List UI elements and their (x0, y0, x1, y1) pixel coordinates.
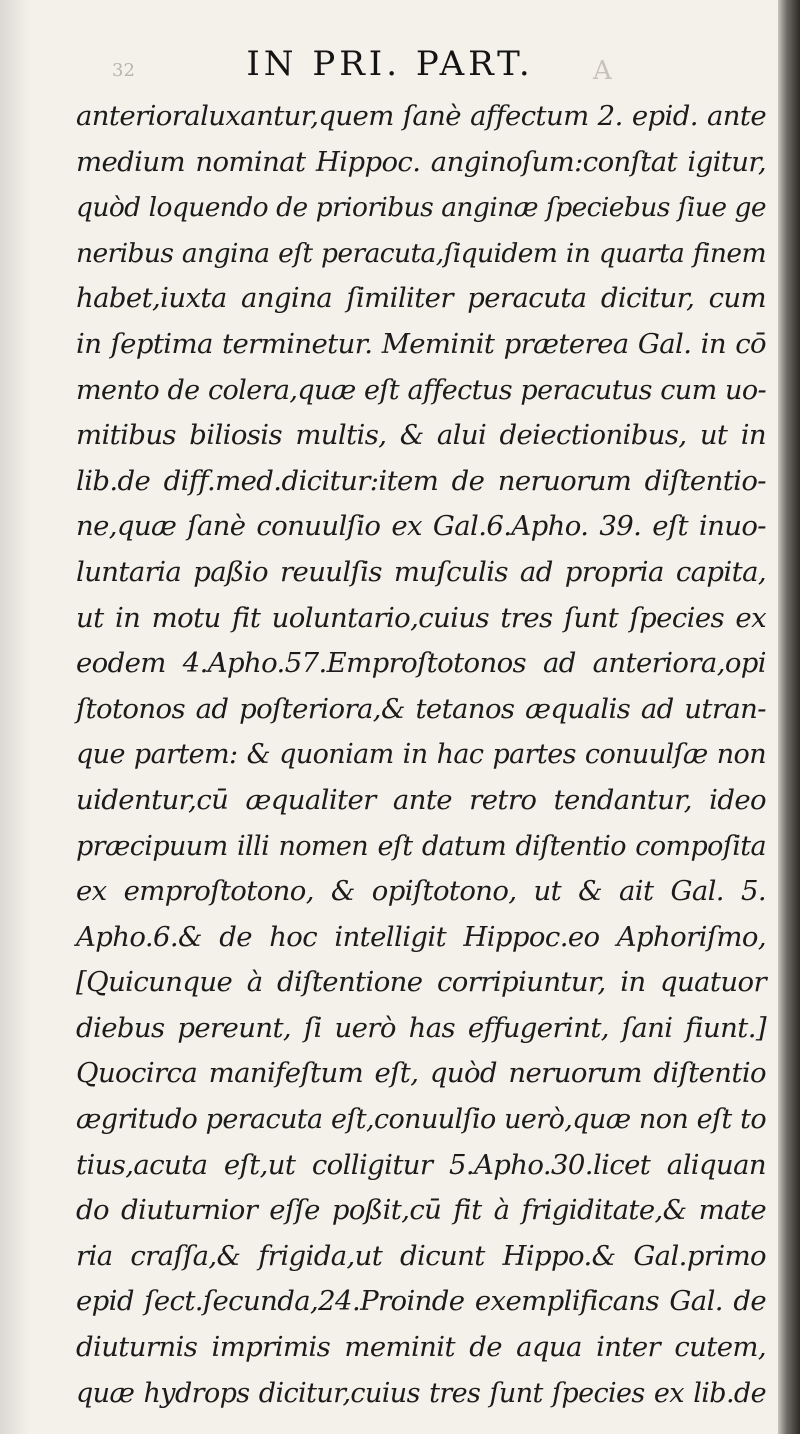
text-line: Apho.6.& de hoc intelligit Hippoc.eo Aphoriſmo, (76, 920, 766, 953)
text-line: epid ſect.ſecunda,24.Proinde exemplificans Gal. de (76, 1285, 766, 1318)
text-line: eodem 4.Apho.57.Emproſtotonos ad anteriora,opi (76, 647, 766, 680)
text-line: mitibus biliosis multis, & alui deiectionibus, ut in (76, 419, 766, 452)
text-line: lib.de diff.med.dicitur:item de neruorum diſtentio- (76, 464, 766, 497)
text-line: quæ hydrops dicitur,cuius tres ſunt ſpecies ex lib.de (76, 1377, 766, 1409)
text-line: præcipuum illi nomen eſt datum diſtentio compoſita (76, 830, 766, 862)
text-line: ægritudo peracuta eſt,conuulſio uerò,quæ non eſt to (76, 1104, 766, 1136)
text-line: diebus pereunt, ſi uerò has effugerint, ſani fiunt.] (76, 1011, 766, 1044)
text-line: que partem: & quoniam in hac partes conuulſæ non (76, 739, 766, 771)
text-line: [Quicunque à diſtentione corripiuntur, in quatuor (76, 966, 766, 999)
text-line: habet,iuxta angina ſimiliter peracuta dicitur, cum (76, 282, 766, 315)
text-line: uidentur,cū æqualiter ante retro tendantur, ideo (76, 783, 766, 816)
running-header: IN PRI. PART. (246, 44, 534, 84)
text-line: ut in motu fit uoluntario,cuius tres ſunt ſpecies ex (76, 601, 766, 634)
text-line: ne,quæ ſanè conuulſio ex Gal.6.Apho. 39. eſt inuo- (76, 510, 766, 543)
text-line: do diuturnior eſſe poßit,cū fit à frigiditate,& mate (76, 1194, 766, 1227)
text-line: mento de colera,quæ eſt affectus peracutus cum uo- (76, 374, 766, 406)
text-line: ex emproſtotono, & opiſtotono, ut & ait Gal. 5. (76, 875, 766, 908)
text-line: ſtotonos ad poſteriora,& tetanos æqualis ad utran- (76, 692, 766, 725)
text-line: quòd loquendo de prioribus anginæ ſpeciebus ſiue ge (76, 192, 766, 224)
body-text (76, 94, 766, 1416)
text-line: in ſeptima terminetur. Meminit præterea Gal. in cō (76, 327, 766, 360)
text-line: ria craſſa,& frigida,ut dicunt Hippo.& Gal.primo (76, 1239, 766, 1272)
bleed-through-text-left: 32 (112, 60, 135, 81)
bleed-through-text-right: A (593, 56, 612, 86)
text-line: anterioraluxantur,quem ſanè affectum 2. epid. ante (76, 100, 766, 132)
text-line: medium nominat Hippoc. anginoſum:conſtat igitur, (76, 145, 766, 178)
text-line: diuturnis imprimis meminit de aqua inter cutem, (76, 1331, 766, 1364)
page-edge (778, 0, 800, 1434)
text-line: Quocirca manifeſtum eſt, quòd neruorum diſtentio (76, 1057, 766, 1090)
page-gutter-shadow (0, 0, 30, 1434)
text-line: luntaria paßio reuulſis muſculis ad propria capita, (76, 555, 766, 588)
text-line: neribus angina eſt peracuta,ſiquidem in quarta finem (76, 237, 766, 269)
text-line: tius,acuta eſt,ut colligitur 5.Apho.30.licet aliquan (76, 1148, 766, 1181)
